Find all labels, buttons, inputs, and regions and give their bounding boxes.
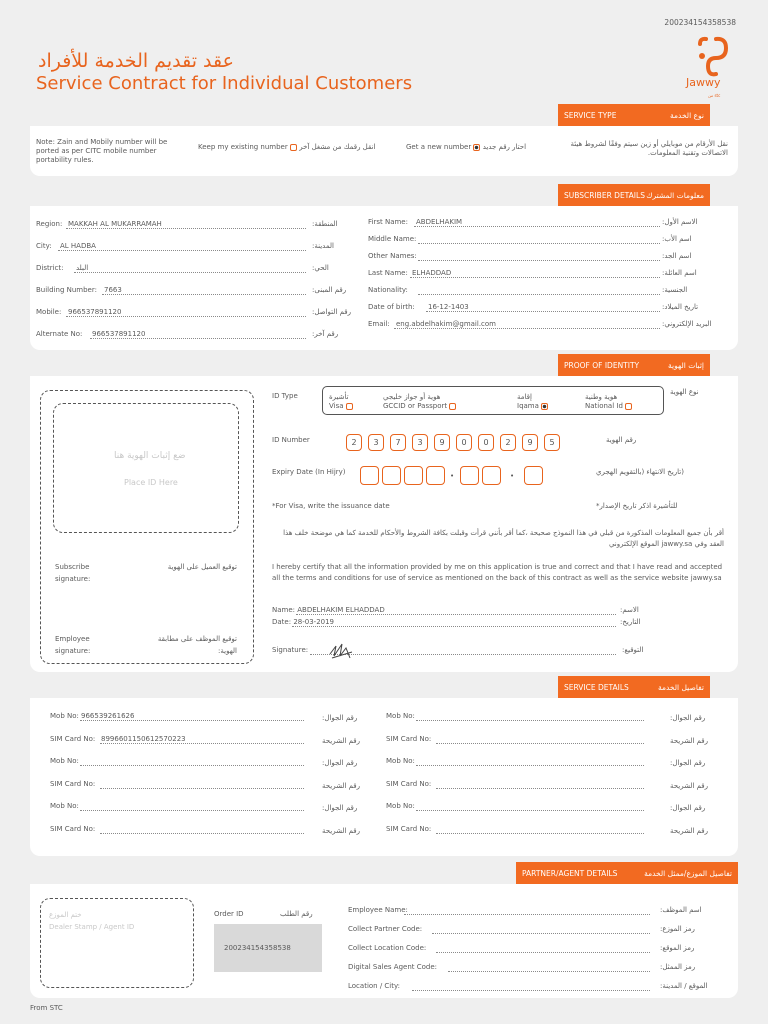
id-type-national-checkbox[interactable]	[625, 403, 632, 410]
title-arabic: عقد تقديم الخدمة للأفراد	[38, 50, 234, 72]
service-label-ar: رقم الشريحة	[322, 826, 361, 835]
field-label: Date of birth:	[368, 303, 415, 311]
id-type-iqama-en: Iqama	[517, 402, 539, 410]
certify-en: I hereby certify that all the information provided by me on this application is true and correct and that I have read and accepted all the terms and conditions for use of service as mentioned on the back of this contract as well as the service website jawwy.sa	[272, 563, 723, 582]
expiry-separator: •	[510, 472, 515, 480]
service-type-band	[558, 104, 710, 126]
order-id-box	[214, 924, 322, 972]
field-label: Last Name:	[368, 269, 408, 277]
field-value[interactable]: ABDELHAKIM	[416, 218, 463, 226]
service-label: Mob No:	[386, 802, 415, 810]
band-label-en: SUBSCRIBER DETAILS	[564, 190, 645, 200]
band-label-ar: تفاصيل الموزع/ممثل الخدمة	[644, 868, 732, 878]
employee-signature-label: Employee signature:	[55, 635, 91, 655]
band-label-en: SERVICE DETAILS	[564, 682, 629, 692]
id-type-national[interactable]	[585, 393, 632, 411]
expiry-box[interactable]	[460, 466, 479, 485]
service-label-ar: رقم الجوال:	[322, 804, 358, 812]
get-number-checkbox[interactable]	[473, 144, 480, 151]
field-value[interactable]: البلد	[76, 264, 89, 272]
service-line	[436, 743, 644, 744]
document-number: 200234154358538	[664, 18, 736, 27]
partner-field-label-ar: رمز الموزع:	[660, 925, 695, 933]
signature-label: Signature:	[272, 646, 309, 654]
service-label: SIM Card No:	[50, 824, 96, 833]
id-type-gcc-checkbox[interactable]	[449, 403, 456, 410]
order-id-value: 200234154358538	[224, 944, 291, 952]
field-value[interactable]: MAKKAH AL MUKARRAMAH	[68, 220, 162, 228]
service-line	[416, 810, 644, 811]
field-value[interactable]: ELHADDAD	[412, 269, 452, 277]
service-line	[416, 765, 644, 766]
partner-field-label-ar: رمز الممثل:	[660, 963, 696, 971]
keep-number-en: Keep my existing number	[198, 143, 288, 151]
id-placeholder-box[interactable]	[40, 390, 254, 664]
field-label-ar: اسم الأب:	[662, 235, 692, 243]
subscriber-card	[30, 206, 738, 350]
id-type-iqama-checkbox[interactable]	[541, 403, 548, 410]
field-label: Nationality:	[368, 286, 408, 294]
service-value[interactable]: 966539261626	[81, 712, 135, 720]
field-value[interactable]: 966537891120	[92, 330, 146, 338]
field-label: Mobile:	[36, 308, 62, 316]
service-label-ar: رقم الشريحة	[670, 781, 709, 790]
field-label-ar: البريد الإلكتروني:	[662, 320, 712, 328]
expiry-box[interactable]	[404, 466, 423, 485]
id-digit[interactable]: 9	[434, 434, 450, 451]
partner-field-label-ar: اسم الموظف:	[660, 906, 702, 914]
id-type-national-en: National Id	[585, 402, 623, 410]
dealer-stamp-box[interactable]	[40, 898, 194, 988]
subscribe-signature-ar: توقيع العميل على الهوية	[167, 563, 237, 571]
partner-field-label: Digital Sales Agent Code:	[348, 963, 438, 971]
id-digit[interactable]: 0	[478, 434, 494, 451]
field-label: First Name:	[368, 218, 408, 226]
service-details-band	[558, 676, 710, 698]
id-digit[interactable]: 7	[390, 434, 406, 451]
subscribe-signature-label: Subscribe signature:	[55, 563, 91, 583]
subscriber-band	[558, 184, 710, 206]
field-value[interactable]: 7663	[104, 286, 122, 294]
service-label: Mob No:	[386, 757, 415, 765]
field-value[interactable]: 966537891120	[68, 308, 122, 316]
service-line	[436, 833, 644, 834]
partner-card	[30, 884, 738, 998]
certify-ar: أقر بأن جميع المعلومات المذكورة من قبلي في هذا النموذج صحيحة ،كما أقر بأنني قرأت وقبلت بكافة الشروط والأحكام للخدمة كما هي موضحة خلف هذا العقد وفي jawwy.sa الموقع الإلكتروني	[283, 529, 724, 548]
service-label: Mob No:	[50, 802, 79, 810]
service-type-card	[30, 126, 738, 176]
field-label-ar: رقم التواصل:	[312, 308, 351, 316]
id-number-ar: رقم الهوية	[606, 436, 637, 444]
field-label-ar: تاريخ الميلاد:	[662, 303, 699, 311]
id-digit[interactable]: 9	[522, 434, 538, 451]
expiry-box[interactable]	[426, 466, 445, 485]
id-type-gcc-ar: هوية أو جواز خليجي	[383, 393, 441, 401]
logo-name: Jawwy	[686, 76, 721, 89]
service-label: SIM Card No:	[386, 734, 432, 743]
dealer-stamp-en: Dealer Stamp / Agent ID	[49, 923, 135, 931]
field-label: Other Names:	[368, 252, 417, 260]
service-details-card	[30, 698, 738, 856]
field-line	[418, 260, 660, 261]
field-label: Region:	[36, 220, 63, 228]
service-label-ar: رقم الجوال:	[670, 714, 706, 722]
expiry-box[interactable]	[524, 466, 543, 485]
field-value[interactable]: eng.abdelhakim@gmail.com	[396, 320, 496, 328]
id-type-visa-checkbox[interactable]	[346, 403, 353, 410]
footer-source: From STC	[30, 1004, 63, 1012]
partner-field-label: Employee Name:	[348, 906, 408, 914]
visa-note-ar: للتأشيرة اذكر تاريخ الإصدار*	[596, 502, 678, 510]
date-value[interactable]: 28-03-2019	[293, 618, 335, 626]
id-number-label: ID Number	[272, 436, 310, 444]
field-line	[74, 272, 306, 273]
service-line	[416, 720, 644, 721]
id-placeholder-inner	[53, 403, 239, 533]
id-digit[interactable]: 5	[544, 434, 560, 451]
field-label-ar: اسم الجد:	[662, 252, 692, 260]
employee-signature-ar: توقيع الموظف على مطابقة الهوية:	[157, 635, 237, 655]
service-line	[100, 788, 304, 789]
service-line	[80, 810, 304, 811]
place-id-ar: ضع إثبات الهوية هنا	[114, 451, 186, 461]
get-number-en: Get a new number	[406, 143, 472, 151]
get-number-ar: احتار رقم جديد	[482, 143, 527, 151]
field-label: Building Number:	[36, 286, 97, 294]
title-english: Service Contract for Individual Customers	[36, 73, 413, 94]
expiry-box[interactable]	[382, 466, 401, 485]
partner-field-line	[404, 914, 650, 915]
band-label-en: SERVICE TYPE	[564, 110, 617, 120]
band-label-en: PARTNER/AGENT DETAILS	[522, 868, 618, 878]
expiry-box[interactable]	[360, 466, 379, 485]
band-label-ar: معلومات المشترك	[646, 190, 704, 200]
field-line	[102, 294, 306, 295]
partner-field-line	[432, 933, 650, 934]
proof-card	[30, 376, 738, 672]
keep-number-ar: انقل رقمك من مشغل آخر	[299, 143, 376, 151]
service-label: Mob No:	[386, 712, 415, 720]
id-type-group	[322, 386, 664, 415]
date-label-en: Date:	[272, 618, 292, 626]
band-label-ar: تفاصيل الخدمة	[657, 682, 704, 692]
partner-field-label-ar: رمز الموقع:	[660, 944, 695, 952]
service-label-ar: رقم الجوال:	[322, 759, 358, 767]
id-digit[interactable]: 2	[346, 434, 362, 451]
partner-field-label-ar: الموقع / المدينة:	[660, 982, 708, 990]
service-line	[436, 788, 644, 789]
field-label-ar: المدينة:	[312, 242, 334, 250]
dealer-stamp-ar: ختم الموزع	[49, 911, 82, 919]
field-value[interactable]: 16-12-1403	[428, 303, 469, 311]
order-id-ar: رقم الطلب	[280, 910, 313, 918]
field-label-ar: الاسم الأول:	[662, 218, 698, 226]
partner-field-label: Location / City:	[348, 982, 400, 990]
service-label-ar: رقم الجوال:	[670, 759, 706, 767]
signature-ar: التوقيع:	[622, 646, 644, 654]
field-label-ar: رقم آخر:	[312, 330, 339, 338]
service-label: SIM Card No:	[50, 734, 96, 743]
partner-field-label: Collect Partner Code:	[348, 925, 423, 933]
field-label: Middle Name:	[368, 235, 417, 243]
field-label: City:	[36, 242, 52, 250]
logo-tag: من stc	[708, 93, 721, 98]
partner-field-line	[436, 952, 650, 953]
get-number-label[interactable]	[406, 143, 526, 152]
expiry-box[interactable]	[482, 466, 501, 485]
id-type-visa-en: Visa	[329, 402, 344, 410]
field-label-ar: رقم المبنى:	[312, 286, 347, 294]
place-id-en: Place ID Here	[124, 478, 178, 487]
service-label-ar: رقم الشريحة	[322, 736, 361, 745]
service-label: Mob No:	[50, 712, 79, 720]
proof-band	[558, 354, 710, 376]
service-line	[100, 833, 304, 834]
field-label-ar: اسم العائلة:	[662, 269, 697, 277]
field-line	[418, 294, 660, 295]
id-digit[interactable]: 0	[456, 434, 472, 451]
partner-field-label: Collect Location Code:	[348, 944, 427, 952]
jawwy-logo	[686, 36, 738, 102]
porting-note: Note: Zain and Mobily number will be ported as per CITC mobile number portability rules.	[36, 138, 168, 164]
visa-note: *For Visa, write the issuance date	[272, 502, 390, 510]
name-ar: الاسم:	[620, 606, 639, 614]
field-value[interactable]: AL HADBA	[60, 242, 96, 250]
jawwy-logo-icon	[686, 36, 738, 80]
partner-field-line	[412, 990, 650, 991]
service-label: SIM Card No:	[386, 824, 432, 833]
field-label: Alternate No:	[36, 330, 83, 338]
service-label: Mob No:	[50, 757, 79, 765]
id-digit[interactable]: 2	[500, 434, 516, 451]
expiry-separator: •	[450, 472, 455, 480]
band-label-ar: نوع الخدمة	[669, 110, 704, 120]
keep-number-label[interactable]	[198, 143, 375, 152]
id-type-gcc[interactable]	[383, 393, 456, 411]
band-label-en: PROOF OF IDENTITY	[564, 360, 640, 370]
keep-number-checkbox[interactable]	[290, 144, 297, 151]
id-digit[interactable]: 3	[412, 434, 428, 451]
id-type-visa-ar: تأشيرة	[329, 393, 349, 401]
partner-field-line	[448, 971, 650, 972]
date-ar: التاريخ:	[620, 618, 641, 626]
name-label-en: Name:	[272, 606, 296, 614]
id-type-label: ID Type	[272, 392, 298, 400]
id-type-ar: نوع الهوية	[670, 388, 699, 396]
service-label-ar: رقم الشريحة	[670, 826, 709, 835]
field-label-ar: المنطقة:	[312, 220, 338, 228]
id-type-national-ar: هوية وطنية	[585, 393, 618, 401]
field-label-ar: الجنسية:	[662, 286, 688, 294]
service-label-ar: رقم الشريحة	[322, 781, 361, 790]
signature-scribble	[328, 640, 358, 662]
service-label: SIM Card No:	[50, 779, 96, 788]
id-type-iqama[interactable]	[517, 393, 548, 411]
expiry-ar: (تاريخ الانتهاء (بالتقويم الهجري	[596, 468, 684, 476]
service-label-ar: رقم الشريحة	[670, 736, 709, 745]
field-line	[418, 243, 660, 244]
name-value[interactable]: ABDELHAKIM ELHADDAD	[297, 606, 385, 614]
name-line	[296, 614, 616, 615]
field-label: District:	[36, 264, 64, 272]
service-label-ar: رقم الجوال:	[322, 714, 358, 722]
id-digit[interactable]: 3	[368, 434, 384, 451]
expiry-label: Expiry Date (In Hijry)	[272, 468, 346, 476]
porting-note-ar: نقل الأرقام من موبايلي أو زين سيتم وفقًا لشروط هيئة الاتصالات وتقنية المعلومات.	[570, 140, 728, 157]
band-label-ar: إثبات الهوية	[668, 360, 704, 370]
service-line	[80, 765, 304, 766]
partner-band	[516, 862, 738, 884]
date-line	[292, 626, 616, 627]
service-label-ar: رقم الجوال:	[670, 804, 706, 812]
field-label-ar: الحي:	[312, 264, 329, 272]
order-id-label: Order ID	[214, 910, 244, 918]
id-type-iqama-ar: إقامة	[517, 393, 532, 401]
field-label: Email:	[368, 320, 390, 328]
service-value[interactable]: 8996601150612570223	[101, 734, 186, 743]
id-type-gcc-en: GCCID or Passport	[383, 402, 448, 410]
service-label: SIM Card No:	[386, 779, 432, 788]
id-type-visa[interactable]	[329, 393, 353, 411]
